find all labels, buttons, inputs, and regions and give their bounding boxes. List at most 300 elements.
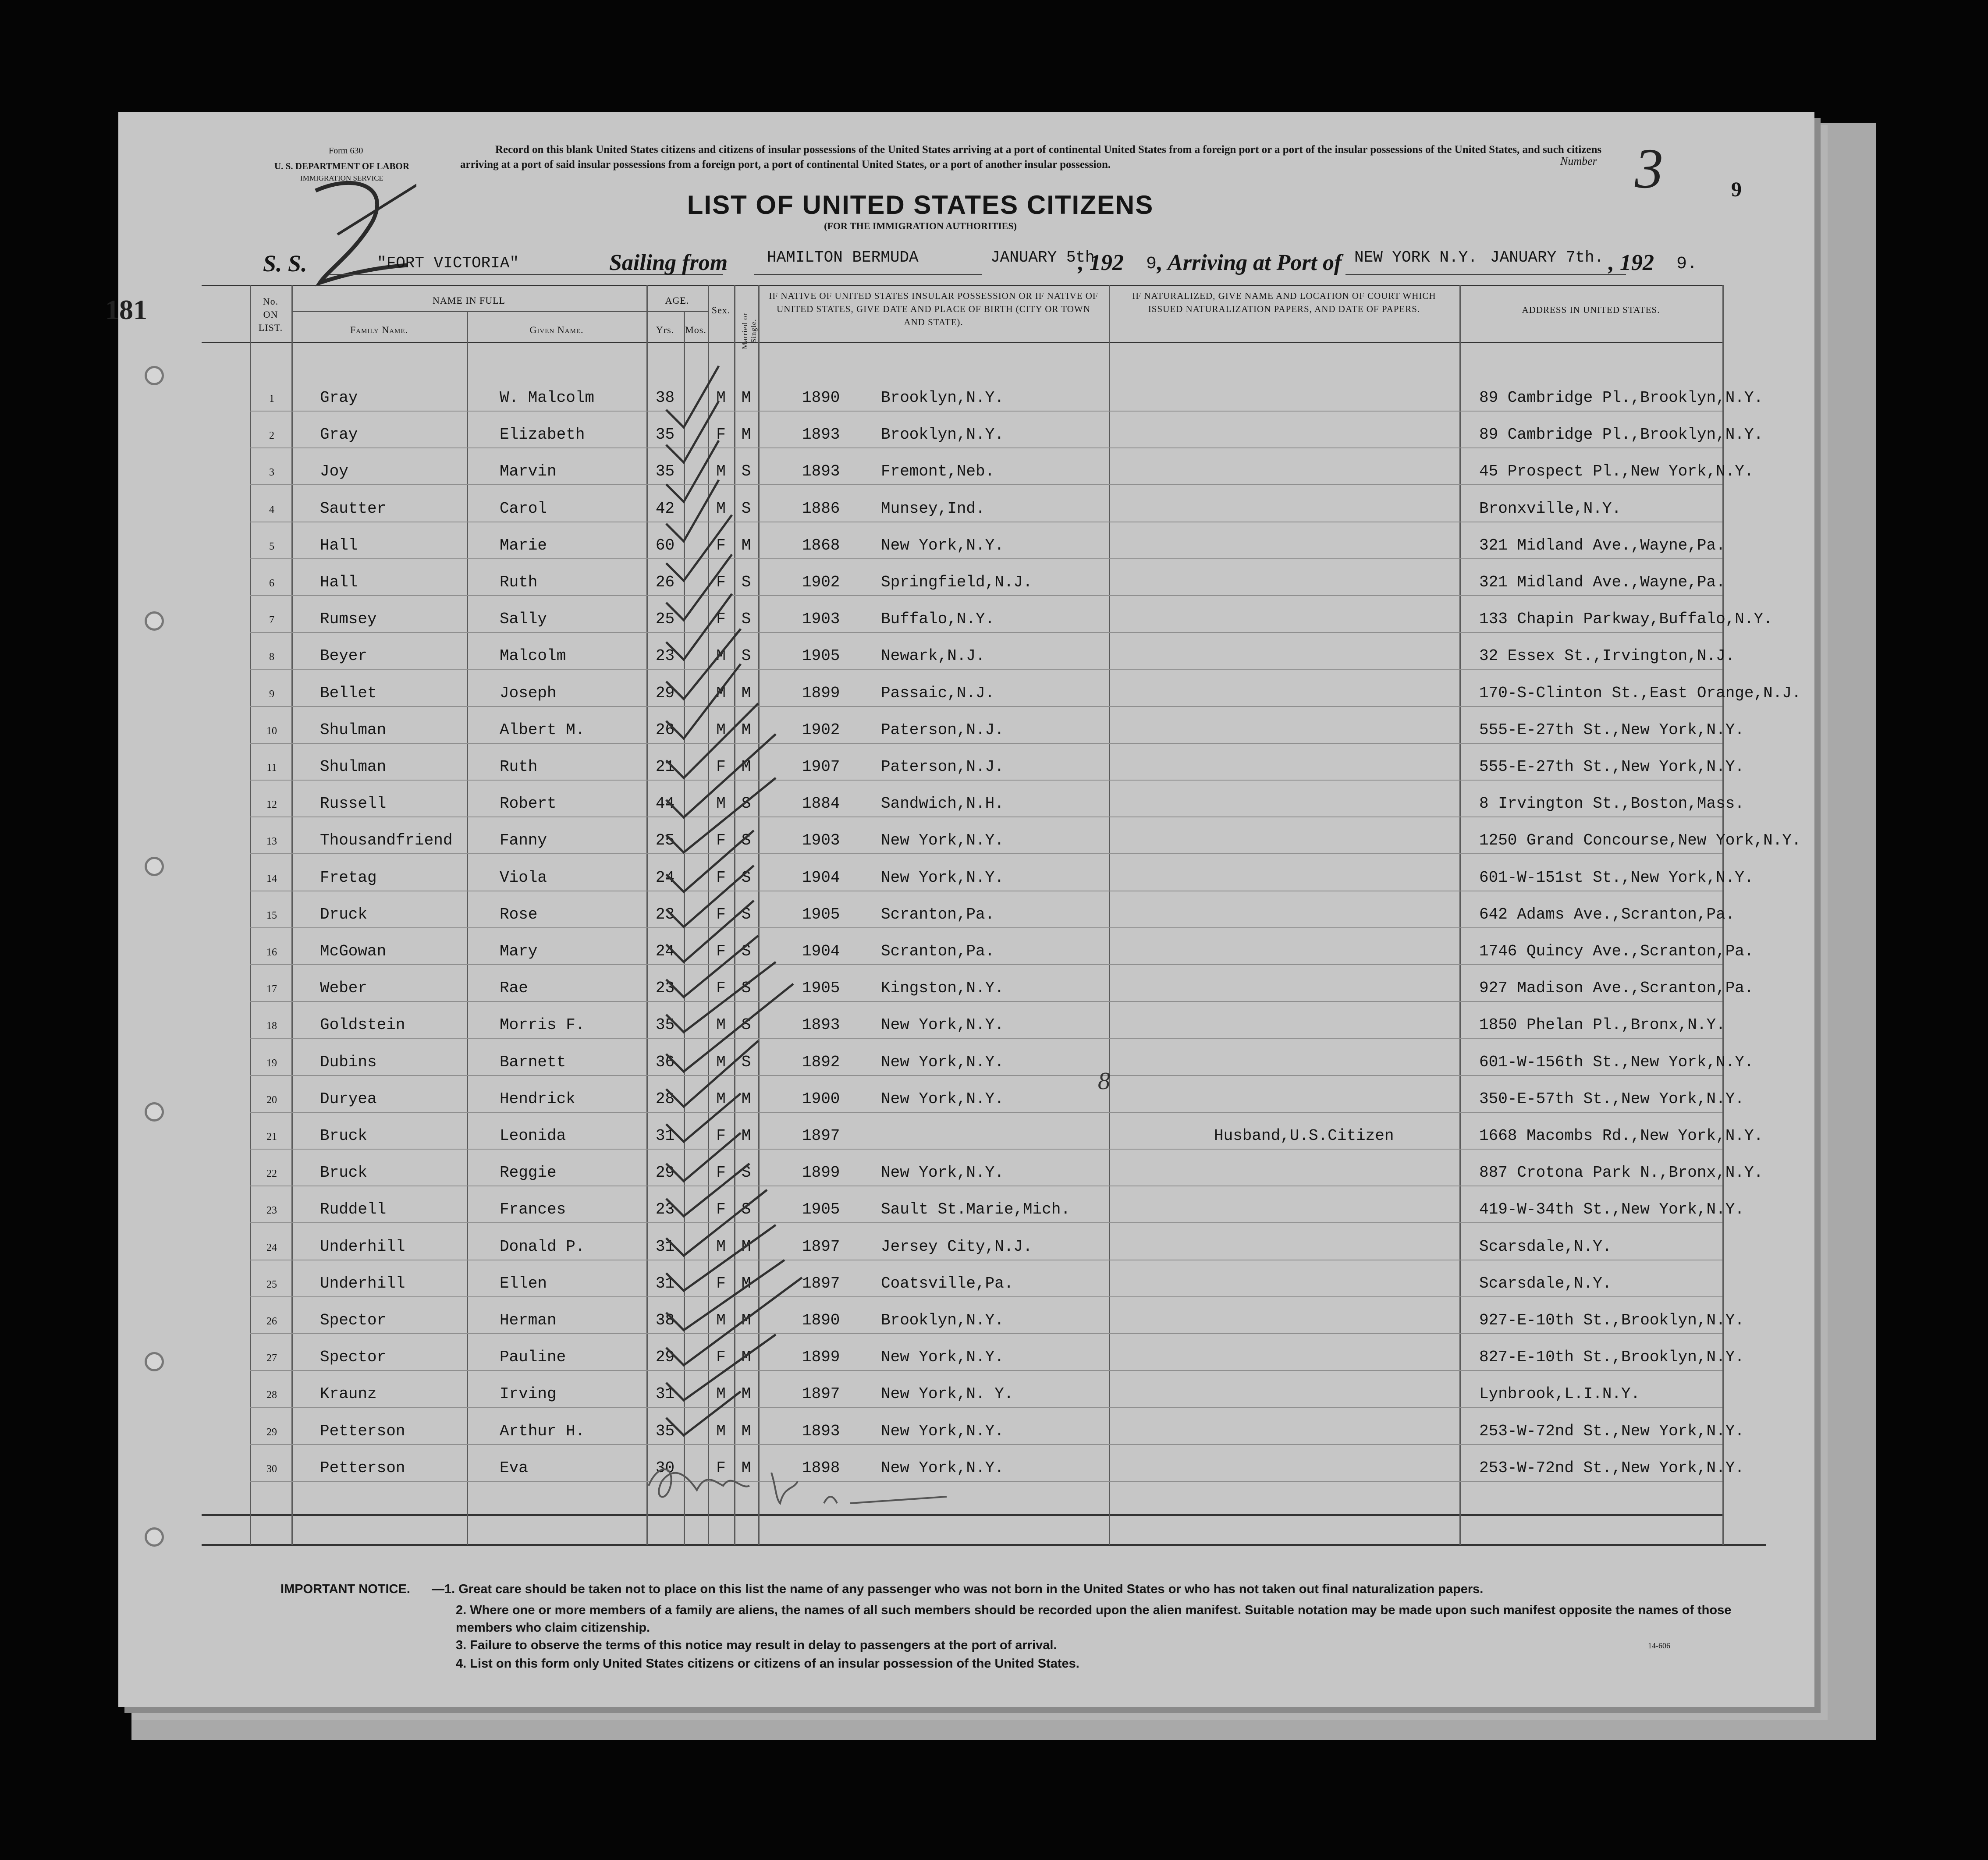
row-rule <box>250 1296 1722 1297</box>
cell-family: Russell <box>320 795 387 813</box>
cell-age: 23 <box>655 647 675 665</box>
form-code: 14-606 <box>1648 1641 1670 1650</box>
cell-place: Kingston,N.Y. <box>881 979 1004 997</box>
cell-year: 1897 <box>802 1385 840 1403</box>
table-row <box>118 1232 1814 1267</box>
row-rule <box>250 816 1722 817</box>
cell-ms: S <box>741 795 751 813</box>
cell-no: 1 <box>269 393 274 405</box>
cell-no: 28 <box>266 1389 277 1401</box>
cell-family: Beyer <box>320 647 368 665</box>
page-number: 9 <box>1731 178 1742 201</box>
number-value: 3 <box>1635 137 1663 200</box>
cell-place: Brooklyn,N.Y. <box>881 389 1004 407</box>
cell-year: 1893 <box>802 426 840 444</box>
cell-age: 31 <box>655 1127 675 1145</box>
cell-place: New York,N.Y. <box>881 1053 1004 1071</box>
row-rule <box>250 669 1722 670</box>
row-rule <box>250 964 1722 965</box>
cell-age: 23 <box>655 905 675 923</box>
table-row <box>118 1380 1814 1415</box>
cell-age: 23 <box>655 979 675 997</box>
cell-ms: S <box>741 905 751 923</box>
cell-given: Elizabeth <box>500 426 585 444</box>
cell-given: Sally <box>500 610 547 628</box>
year-prefix-1: , 192 <box>1078 250 1124 275</box>
row-rule <box>250 1407 1722 1408</box>
cell-age: 29 <box>655 684 675 702</box>
cell-address: Scarsdale,N.Y. <box>1479 1274 1612 1292</box>
cell-address: 927-E-10th St.,Brooklyn,N.Y. <box>1479 1311 1744 1329</box>
cell-sex: M <box>716 647 726 665</box>
cell-age: 25 <box>655 610 675 628</box>
cell-sex: M <box>716 1422 726 1440</box>
row-rule <box>250 411 1722 412</box>
cell-ms: S <box>741 647 751 665</box>
cell-sex: M <box>716 1385 726 1403</box>
cell-sex: F <box>716 979 726 997</box>
cell-place: New York,N.Y. <box>881 1422 1004 1440</box>
cell-given: Albert M. <box>500 721 585 739</box>
form-instructions: Record on this blank United States citizens and citizens of insular possessions of the United States arriving at a port of continental United States from a foreign port or a port of the insular possessions of the United States, and such citizens arriving at a port of said insular possessions from a foreign port, a port of continental United States, or a port of another insular possession. <box>460 144 1602 170</box>
cell-year: 1903 <box>802 610 840 628</box>
cell-year: 1868 <box>802 536 840 554</box>
cell-address: Scarsdale,N.Y. <box>1479 1237 1612 1256</box>
cell-ms: M <box>741 1459 751 1477</box>
cell-year: 1899 <box>802 1348 840 1367</box>
cell-ms: S <box>741 573 751 591</box>
cell-no: 19 <box>266 1057 277 1069</box>
cell-year: 1905 <box>802 1200 840 1219</box>
cell-place: Scranton,Pa. <box>881 942 995 960</box>
cell-no: 27 <box>266 1352 277 1364</box>
table-row <box>118 420 1814 455</box>
cell-sex: F <box>716 1348 726 1367</box>
cell-address: 1850 Phelan Pl.,Bronx,N.Y. <box>1479 1016 1725 1034</box>
cell-ms: S <box>741 1053 751 1071</box>
table-row <box>118 383 1814 419</box>
table-row <box>118 1048 1814 1083</box>
cell-sex: F <box>716 905 726 923</box>
header-family-name: Family Name. <box>350 324 408 335</box>
cell-family: Petterson <box>320 1422 405 1440</box>
cell-no: 17 <box>266 983 277 995</box>
row-rule <box>250 1444 1722 1445</box>
cell-sex: F <box>716 536 726 554</box>
cell-place: Munsey,Ind. <box>881 499 985 518</box>
cell-place: New York,N.Y. <box>881 868 1004 887</box>
cell-ms: M <box>741 1422 751 1440</box>
cell-year: 1907 <box>802 758 840 776</box>
cell-sex: F <box>716 942 726 960</box>
cell-family: Thousandfriend <box>320 831 453 850</box>
cell-ms: M <box>741 1127 751 1145</box>
cell-family: Ruddell <box>320 1200 387 1219</box>
table-row <box>118 1158 1814 1193</box>
cell-no: 15 <box>266 909 277 921</box>
table-row <box>118 1417 1814 1452</box>
cell-ms: M <box>741 684 751 702</box>
cell-year: 1886 <box>802 499 840 518</box>
row-rule <box>250 595 1722 596</box>
cell-sex: F <box>716 610 726 628</box>
year-prefix-2: , 192 <box>1608 250 1654 275</box>
cell-no: 25 <box>266 1278 277 1290</box>
cell-no: 3 <box>269 467 274 479</box>
cell-sex: M <box>716 462 726 481</box>
cell-address: 601-W-156th St.,New York,N.Y. <box>1479 1053 1754 1071</box>
cell-ms: M <box>741 1348 751 1367</box>
cell-year: 1892 <box>802 1053 840 1071</box>
cell-family: Druck <box>320 905 368 923</box>
cell-age: 44 <box>655 795 675 813</box>
cell-address: 642 Adams Ave.,Scranton,Pa. <box>1479 905 1735 923</box>
cell-place: Springfield,N.J. <box>881 573 1033 591</box>
cell-year: 1905 <box>802 647 840 665</box>
cell-address: 89 Cambridge Pl.,Brooklyn,N.Y. <box>1479 389 1764 407</box>
year-suffix-1: 9 <box>1146 254 1157 274</box>
table-bottom-rule <box>202 1514 1722 1516</box>
cell-sex: M <box>716 1311 726 1329</box>
cell-ms: M <box>741 1385 751 1403</box>
table-row <box>118 568 1814 603</box>
table-row <box>118 1011 1814 1046</box>
cell-family: Kraunz <box>320 1385 377 1403</box>
cell-year: 1900 <box>802 1090 840 1108</box>
cell-place: Fremont,Neb. <box>881 462 995 481</box>
cell-age: 29 <box>655 1164 675 1182</box>
cell-age: 24 <box>655 868 675 887</box>
cell-family: Spector <box>320 1311 387 1329</box>
cell-given: Frances <box>500 1200 566 1219</box>
cell-no: 11 <box>266 762 277 774</box>
inspector-signature <box>640 1455 1034 1512</box>
table-row <box>118 494 1814 529</box>
cell-address: 8 Irvington St.,Boston,Mass. <box>1479 795 1744 813</box>
cell-given: Joseph <box>500 684 557 702</box>
cell-sex: M <box>716 1090 726 1108</box>
cell-family: Weber <box>320 979 368 997</box>
cell-no: 6 <box>269 578 274 589</box>
cell-address: 321 Midland Ave.,Wayne,Pa. <box>1479 573 1725 591</box>
notice-item-1: —1. Great care should be taken not to place on this list the name of any passenger who was not born in the United States or who has not taken out final naturalization papers. <box>432 1582 1484 1596</box>
cell-address: 1250 Grand Concourse,New York,N.Y. <box>1479 831 1801 850</box>
header-yrs: Yrs. <box>656 324 674 335</box>
row-rule <box>250 558 1722 559</box>
row-rule <box>250 853 1722 854</box>
row-rule <box>250 1370 1722 1371</box>
cell-year: 1890 <box>802 389 840 407</box>
cell-age: 26 <box>655 573 675 591</box>
cell-no: 30 <box>266 1463 277 1475</box>
table-row <box>118 716 1814 751</box>
cell-age: 35 <box>655 1016 675 1034</box>
cell-sex: M <box>716 684 726 702</box>
cell-given: W. Malcolm <box>500 389 595 407</box>
year-suffix-2: 9. <box>1676 254 1698 274</box>
cell-no: 16 <box>266 947 277 958</box>
header-mos: Mos. <box>685 324 706 335</box>
cell-no: 13 <box>266 836 277 848</box>
cell-age: 42 <box>655 499 675 518</box>
table-row <box>118 1122 1814 1157</box>
cell-age: 31 <box>655 1237 675 1256</box>
header-list: LIST. <box>258 322 283 333</box>
cell-no: 21 <box>266 1131 277 1143</box>
table-row <box>118 1306 1814 1341</box>
cell-age: 36 <box>655 1053 675 1071</box>
cell-sex: F <box>716 831 726 850</box>
departure-date: JANUARY 5th <box>990 248 1095 266</box>
cell-given: Fanny <box>500 831 547 850</box>
header-age: AGE. <box>665 295 689 306</box>
header-birth: IF NATIVE OF UNITED STATES INSULAR POSSESSION OR IF NATIVE OF UNITED STATES, GIVE DATE AND PLACE OF BIRTH (CITY OR TOWN AND STATE). <box>769 291 1098 327</box>
cell-family: Shulman <box>320 721 387 739</box>
cell-address: 555-E-27th St.,New York,N.Y. <box>1479 758 1744 776</box>
cell-given: Ruth <box>500 573 538 591</box>
cell-address: 350-E-57th St.,New York,N.Y. <box>1479 1090 1744 1108</box>
cell-given: Malcolm <box>500 647 566 665</box>
cell-year: 1905 <box>802 979 840 997</box>
cell-given: Ruth <box>500 758 538 776</box>
cell-ms: M <box>741 1274 751 1292</box>
cell-place: New York,N.Y. <box>881 1164 1004 1182</box>
cell-ms: S <box>741 1164 751 1182</box>
cell-address: 253-W-72nd St.,New York,N.Y. <box>1479 1459 1744 1477</box>
cell-age: 26 <box>655 721 675 739</box>
cell-place: Coatsville,Pa. <box>881 1274 1014 1292</box>
cell-family: Fretag <box>320 868 377 887</box>
cell-year: 1904 <box>802 942 840 960</box>
cell-no: 8 <box>269 651 274 663</box>
cell-address: 32 Essex St.,Irvington,N.J. <box>1479 647 1735 665</box>
cell-ms: M <box>741 389 751 407</box>
cell-age: 38 <box>655 389 675 407</box>
cell-year: 1905 <box>802 905 840 923</box>
cell-family: Dubins <box>320 1053 377 1071</box>
cell-ms: M <box>741 536 751 554</box>
cell-ms: M <box>741 1237 751 1256</box>
cell-family: Duryea <box>320 1090 377 1108</box>
header-given-name: Given Name. <box>529 324 584 335</box>
cell-sex: M <box>716 795 726 813</box>
cell-family: Sautter <box>320 499 387 518</box>
notice-item-2: 2. Where one or more members of a family are aliens, the names of all such members should be recorded upon the alien manifest. Suitable notation may be made upon such manifest opposite the names of those members who claim citizenship. <box>456 1603 1732 1635</box>
cell-family: Gray <box>320 426 358 444</box>
page-subtitle: (FOR THE IMMIGRATION AUTHORITIES) <box>824 220 1017 231</box>
row-rule <box>250 1075 1722 1076</box>
cell-address: 1668 Macombs Rd.,New York,N.Y. <box>1479 1127 1764 1145</box>
row-rule <box>250 1038 1722 1039</box>
cell-year: 1893 <box>802 1422 840 1440</box>
table-row <box>118 900 1814 935</box>
service-label: IMMIGRATION SERVICE <box>300 174 383 182</box>
cell-family: Shulman <box>320 758 387 776</box>
cell-ms: M <box>741 758 751 776</box>
row-rule <box>250 447 1722 448</box>
arriving-label: , Arriving at Port of <box>1157 250 1342 275</box>
cell-ms: S <box>741 610 751 628</box>
cell-age: 35 <box>655 462 675 481</box>
cell-given: Rae <box>500 979 528 997</box>
ship-name: "FORT VICTORIA" <box>377 254 519 272</box>
row-rule <box>250 1222 1722 1223</box>
margin-stamp: 181 <box>105 294 147 325</box>
table-header-rule <box>202 342 1722 343</box>
cell-ms: S <box>741 1016 751 1034</box>
handwritten-check-mark <box>302 173 416 296</box>
cell-family: Bruck <box>320 1127 368 1145</box>
form-number: Form 630 <box>329 146 363 156</box>
cell-no: 18 <box>266 1020 277 1032</box>
table-row <box>118 1343 1814 1378</box>
cell-given: Irving <box>500 1385 557 1403</box>
cell-place: New York,N. Y. <box>881 1385 1014 1403</box>
cell-sex: M <box>716 1237 726 1256</box>
cell-address: 45 Prospect Pl.,New York,N.Y. <box>1479 462 1754 481</box>
row-rule <box>250 1001 1722 1002</box>
cell-place: Jersey City,N.J. <box>881 1237 1033 1256</box>
cell-sex: M <box>716 1016 726 1034</box>
row-rule <box>250 1112 1722 1113</box>
cell-year: 1893 <box>802 462 840 481</box>
cell-no: 10 <box>266 725 277 737</box>
table-row <box>118 1085 1814 1120</box>
cell-sex: F <box>716 1459 726 1477</box>
cell-age: 31 <box>655 1385 675 1403</box>
cell-address: 887 Crotona Park N.,Bronx,N.Y. <box>1479 1164 1764 1182</box>
cell-sex: M <box>716 721 726 739</box>
cell-ms: S <box>741 868 751 887</box>
cell-sex: F <box>716 573 726 591</box>
cell-place: Sandwich,N.H. <box>881 795 1004 813</box>
cell-ms: M <box>741 1311 751 1329</box>
cell-no: 20 <box>266 1094 277 1106</box>
sailing-label: Sailing from <box>609 250 728 275</box>
cell-sex: F <box>716 758 726 776</box>
cell-family: Hall <box>320 536 358 554</box>
notice-label: IMPORTANT NOTICE. <box>280 1582 410 1596</box>
cell-given: Rose <box>500 905 538 923</box>
cell-age: 35 <box>655 1422 675 1440</box>
cell-place: Paterson,N.J. <box>881 758 1004 776</box>
cell-family: Goldstein <box>320 1016 405 1034</box>
cell-place: New York,N.Y. <box>881 1348 1004 1367</box>
row-rule <box>250 743 1722 744</box>
cell-year: 1890 <box>802 1311 840 1329</box>
table-top-rule <box>202 285 1722 286</box>
cell-family: Joy <box>320 462 348 481</box>
cell-age: 24 <box>655 942 675 960</box>
cell-given: Hendrick <box>500 1090 575 1108</box>
arrival-date: JANUARY 7th. <box>1490 248 1604 266</box>
cell-place: Paterson,N.J. <box>881 721 1004 739</box>
cell-given: Ellen <box>500 1274 547 1292</box>
cell-ms: M <box>741 1090 751 1108</box>
table-bottom-rule-2 <box>202 1544 1766 1546</box>
header-naturalized: IF NATURALIZED, GIVE NAME AND LOCATION OF COURT WHICH ISSUED NATURALIZATION PAPERS, AND DATE OF PAPERS. <box>1132 291 1436 314</box>
cell-given: Eva <box>500 1459 528 1477</box>
cell-no: 26 <box>266 1316 277 1327</box>
cell-given: Carol <box>500 499 547 518</box>
table-row <box>118 679 1814 714</box>
cell-no: 14 <box>266 873 277 884</box>
cell-given: Reggie <box>500 1164 557 1182</box>
row-rule <box>250 632 1722 633</box>
cell-place: Brooklyn,N.Y. <box>881 426 1004 444</box>
handwritten-tally-marks <box>644 357 951 1479</box>
cell-address: 133 Chapin Parkway,Buffalo,N.Y. <box>1479 610 1773 628</box>
cell-ms: S <box>741 831 751 850</box>
cell-family: Underhill <box>320 1237 405 1256</box>
cell-no: 5 <box>269 540 274 552</box>
cell-family: Gray <box>320 389 358 407</box>
cell-ms: S <box>741 942 751 960</box>
cell-age: 38 <box>655 1311 675 1329</box>
header-married-single: Married or Single. <box>741 312 758 349</box>
cell-year: 1893 <box>802 1016 840 1034</box>
cell-given: Marie <box>500 536 547 554</box>
header-on: ON <box>263 309 278 320</box>
cell-year: 1904 <box>802 868 840 887</box>
row-rule <box>250 1333 1722 1334</box>
header-name-in-full: NAME IN FULL <box>433 295 505 306</box>
cell-address: 321 Midland Ave.,Wayne,Pa. <box>1479 536 1725 554</box>
cell-family: Bruck <box>320 1164 368 1182</box>
cell-given: Mary <box>500 942 538 960</box>
cell-age: 31 <box>655 1274 675 1292</box>
cell-place: Newark,N.J. <box>881 647 985 665</box>
cell-address: 1746 Quincy Ave.,Scranton,Pa. <box>1479 942 1754 960</box>
cell-family: Spector <box>320 1348 387 1367</box>
cell-year: 1898 <box>802 1459 840 1477</box>
cell-year: 1884 <box>802 795 840 813</box>
sailing-from: HAMILTON BERMUDA <box>767 248 919 266</box>
page-title: LIST OF UNITED STATES CITIZENS <box>687 190 1154 220</box>
table-row <box>118 753 1814 788</box>
row-rule <box>250 706 1722 707</box>
cell-ms: S <box>741 979 751 997</box>
cell-no: 23 <box>266 1205 277 1217</box>
cell-sex: M <box>716 389 726 407</box>
cell-family: Petterson <box>320 1459 405 1477</box>
table-row <box>118 531 1814 566</box>
cell-place: Passaic,N.J. <box>881 684 995 702</box>
cell-place: Sault St.Marie,Mich. <box>881 1200 1071 1219</box>
cell-family: Rumsey <box>320 610 377 628</box>
table-row <box>118 457 1814 492</box>
table-row <box>118 974 1814 1009</box>
cell-year: 1897 <box>802 1127 840 1145</box>
cell-year: 1899 <box>802 1164 840 1182</box>
cell-year: 1897 <box>802 1237 840 1256</box>
cell-place: New York,N.Y. <box>881 831 1004 850</box>
annotation-eight: 8 <box>1098 1068 1110 1095</box>
cell-address: Bronxville,N.Y. <box>1479 499 1622 518</box>
table-row <box>118 789 1814 824</box>
cell-family: Hall <box>320 573 358 591</box>
cell-ms: S <box>741 1200 751 1219</box>
cell-given: Morris F. <box>500 1016 585 1034</box>
cell-year: 1902 <box>802 573 840 591</box>
cell-address: 170-S-Clinton St.,East Orange,N.J. <box>1479 684 1801 702</box>
header-sex: Sex. <box>711 305 731 316</box>
row-rule <box>250 927 1722 928</box>
cell-family: McGowan <box>320 942 387 960</box>
cell-sex: M <box>716 1053 726 1071</box>
ss-label: S. S. <box>263 250 307 277</box>
cell-year: 1897 <box>802 1274 840 1292</box>
